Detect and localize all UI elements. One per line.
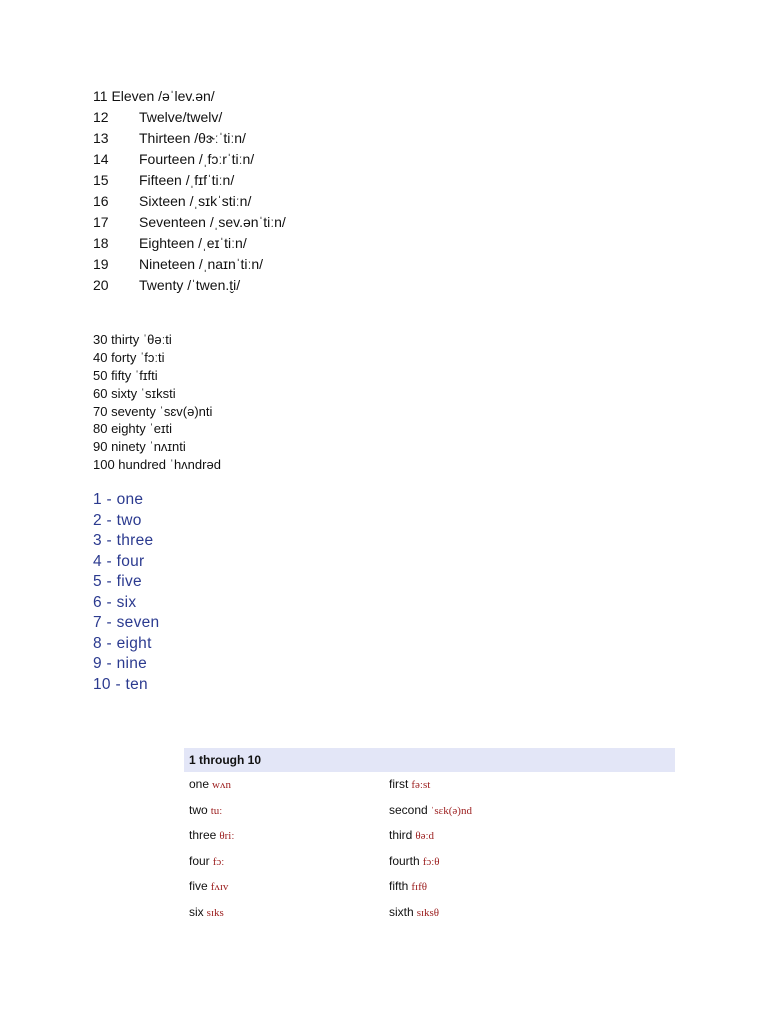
ordinal-ipa: fɪfθ: [411, 881, 427, 893]
ordinal-cell: [389, 823, 434, 850]
teens-list: [93, 86, 286, 296]
teen-row: [93, 254, 264, 275]
tens-item: 80 eighty ˈeɪti: [93, 421, 173, 437]
tens-item: 50 fifty ˈfɪfti: [93, 367, 158, 383]
ones-item: 5 - five: [93, 573, 142, 590]
teen-row: [93, 170, 235, 191]
cardinal-word: five: [189, 879, 208, 893]
ordinal-ipa: ˈsɛk(ə)nd: [430, 804, 472, 817]
tens-item: 30 thirty ˈθəːti: [93, 332, 172, 347]
tens-item: 70 seventy ˈsɛv(ə)nti: [93, 403, 213, 419]
ordinal-cell: [389, 900, 439, 927]
teen-row: [93, 128, 246, 149]
table-row: [184, 900, 675, 926]
cardinal-ipa: tuː: [210, 804, 223, 817]
ordinal-ipa: sɪksθ: [416, 906, 440, 919]
ones-item: 1 - one: [93, 491, 144, 508]
table-row: [184, 798, 675, 824]
numbers-table: [184, 748, 675, 925]
teen-row: [93, 149, 255, 170]
cardinal-ipa: fʌɪv: [210, 881, 229, 893]
teen-text: Eleven /əˈlev.ən/: [111, 88, 215, 104]
ones-item: 2 - two: [93, 511, 142, 529]
teen-text: Nineteen /ˌnaɪnˈtiːn/: [139, 256, 264, 272]
tens-list: [93, 331, 221, 474]
teen-number: 11: [93, 88, 108, 104]
tens-item: 90 ninety ˈnʌɪnti: [93, 439, 186, 455]
tens-item: 60 sixty ˈsɪksti: [93, 385, 176, 401]
table-row: [184, 849, 675, 875]
ordinal-cell: [389, 772, 430, 799]
ones-item: 8 - eight: [93, 634, 152, 652]
teen-row: [93, 275, 241, 296]
table-row: [184, 772, 675, 798]
ordinal-word: third: [389, 828, 413, 842]
ordinal-ipa: θəːd: [415, 830, 435, 842]
table-row: [184, 874, 675, 900]
table-header: 1 through 10: [184, 748, 675, 772]
teen-text: Thirteen /θɝːˈtiːn/: [139, 130, 246, 146]
teen-number: 18: [93, 235, 109, 251]
teen-text: Fourteen /ˌfɔːrˈtiːn/: [139, 151, 255, 167]
teen-number: 19: [93, 256, 109, 272]
ordinal-word: fifth: [389, 879, 409, 893]
teen-number: 12: [93, 109, 109, 125]
teen-text: Sixteen /ˌsɪkˈstiːn/: [139, 193, 252, 209]
cardinal-cell: [189, 874, 228, 901]
teen-row: [93, 191, 252, 212]
cardinal-word: six: [189, 904, 204, 919]
teen-text: Seventeen /ˌsev.ənˈtiːn/: [139, 214, 286, 230]
tens-item: 40 forty ˈfɔːti: [93, 349, 165, 365]
ordinal-cell: [389, 798, 472, 825]
cardinal-cell: [189, 823, 234, 850]
ones-list: [93, 490, 159, 695]
teen-row: [93, 86, 215, 107]
teen-number: 14: [93, 151, 109, 167]
teen-number: 16: [93, 193, 109, 209]
cardinal-word: one: [189, 777, 210, 791]
cardinal-ipa: θriː: [219, 830, 235, 842]
ones-item: 6 - six: [93, 593, 137, 611]
ones-item: 7 - seven: [93, 614, 160, 631]
cardinal-ipa: sɪks: [206, 906, 224, 919]
cardinal-cell: [189, 849, 224, 876]
ordinal-ipa: fəːst: [411, 779, 431, 791]
cardinal-ipa: wʌn: [212, 779, 231, 791]
ones-item: 4 - four: [93, 552, 145, 570]
teen-text: Twenty /ˈtwen.t̬i/: [139, 277, 241, 293]
ordinal-cell: [389, 849, 440, 876]
teen-number: 20: [93, 277, 109, 293]
ordinal-word: second: [389, 802, 428, 817]
table-row: [184, 823, 675, 849]
ones-item: 10 - ten: [93, 675, 148, 693]
ones-item: 9 - nine: [93, 655, 148, 672]
cardinal-ipa: fɔː: [212, 855, 225, 868]
cardinal-word: four: [189, 853, 210, 868]
teen-number: 17: [93, 214, 109, 230]
ordinal-cell: [389, 874, 427, 901]
teen-row: [93, 107, 223, 128]
ones-item: 3 - three: [93, 532, 154, 549]
cardinal-cell: [189, 798, 222, 825]
ordinal-word: first: [389, 777, 409, 791]
teen-number: 13: [93, 130, 109, 146]
cardinal-cell: [189, 772, 231, 799]
teen-row: [93, 233, 247, 254]
cardinal-word: two: [189, 802, 208, 817]
teen-text: Twelve/twelv/: [139, 109, 223, 125]
teen-number: 15: [93, 172, 109, 188]
cardinal-word: three: [189, 828, 217, 842]
teen-text: Fifteen /ˌfɪfˈtiːn/: [139, 172, 235, 188]
ordinal-ipa: fɔːθ: [422, 855, 440, 868]
teen-text: Eighteen /ˌeɪˈtiːn/: [139, 235, 247, 251]
ordinal-word: fourth: [389, 853, 420, 868]
cardinal-cell: [189, 900, 224, 927]
ordinal-word: sixth: [389, 904, 414, 919]
tens-item: 100 hundred ˈhʌndrəd: [93, 457, 221, 473]
teen-row: [93, 212, 286, 233]
